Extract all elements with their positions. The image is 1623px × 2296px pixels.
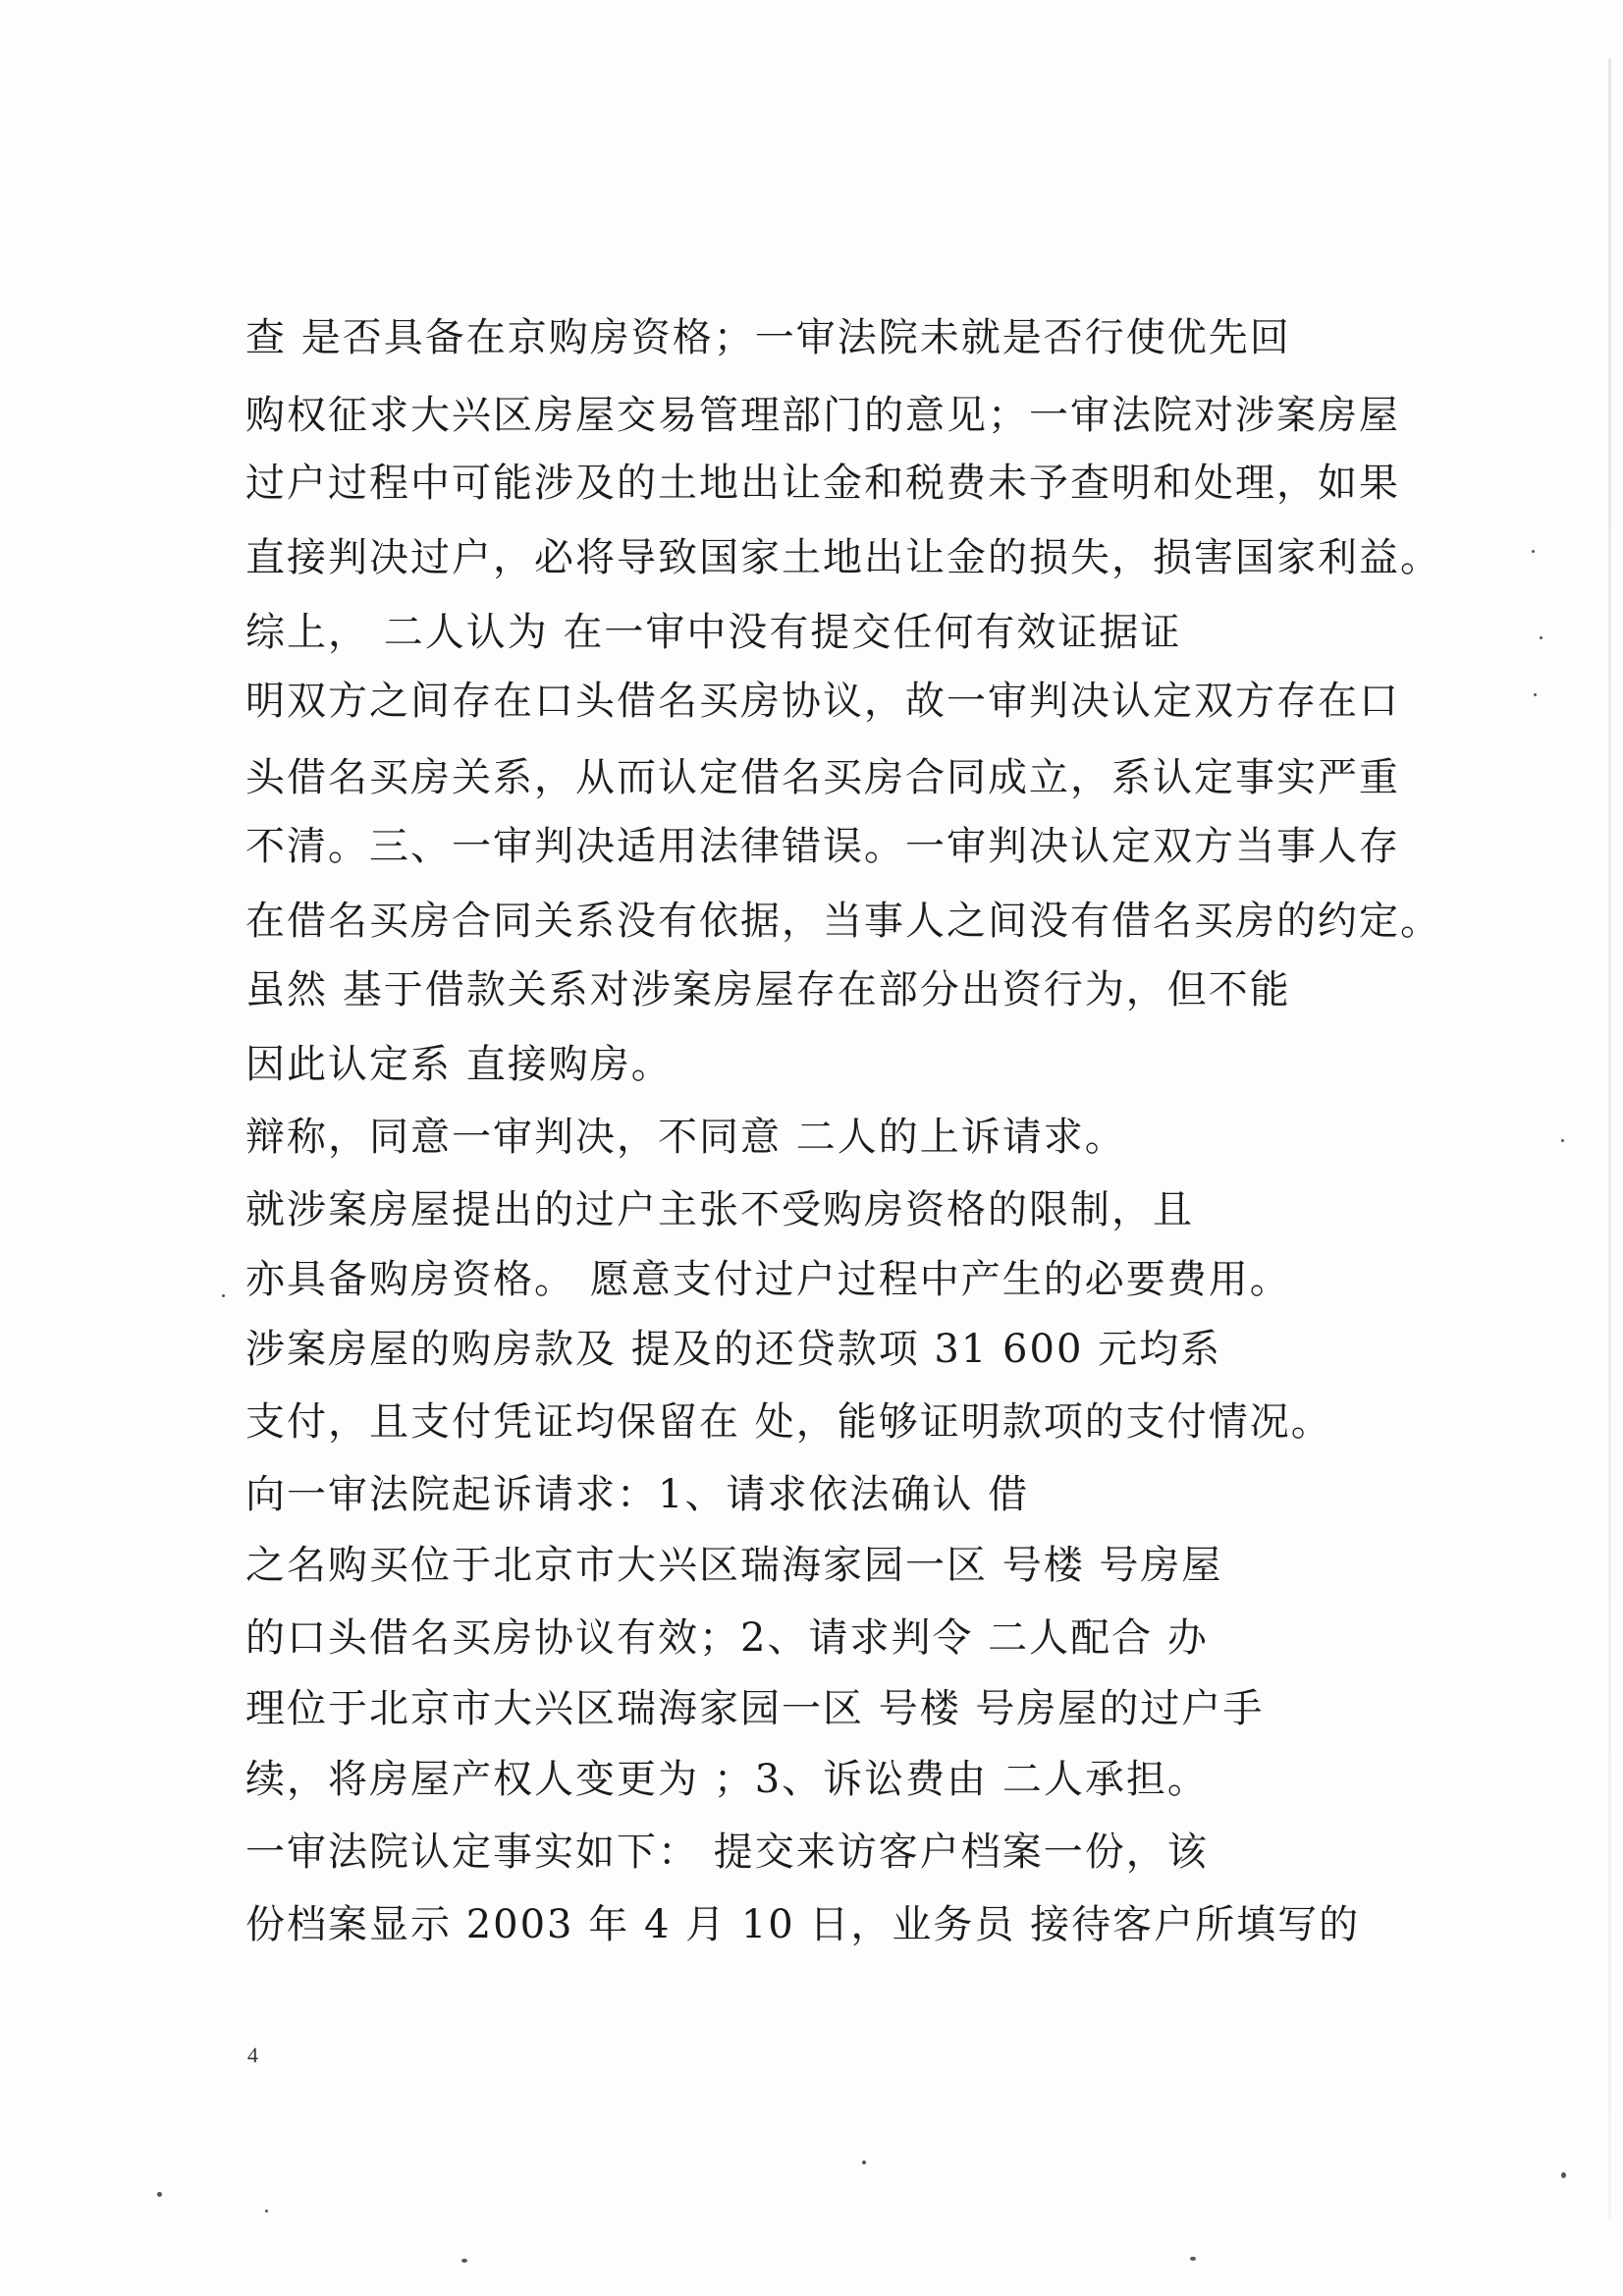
scan-speck bbox=[1534, 693, 1537, 696]
scan-speck bbox=[862, 2160, 866, 2164]
text-line-6: 明双方之间存在口头借名买房协议，故一审判决认定双方存在口 bbox=[245, 679, 1400, 724]
text-line-23: 份档案显示 2003 年 4 月 10 日，业务员 接待客户所填写的 bbox=[245, 1902, 1361, 1947]
text-line-9: 在借名买房合同关系没有依据，当事人之间没有借名买房的约定。 bbox=[245, 899, 1441, 944]
scan-speck bbox=[1540, 636, 1542, 639]
scan-speck bbox=[265, 2210, 268, 2213]
scan-speck bbox=[1561, 1139, 1564, 1142]
page-number: 4 bbox=[247, 2043, 258, 2067]
scan-speck bbox=[222, 1294, 225, 1297]
text-line-16: 支付，且支付凭证均保留在 处，能够证明款项的支付情况。 bbox=[245, 1399, 1332, 1445]
text-line-2: 购权征求大兴区房屋交易管理部门的意见；一审法院对涉案房屋 bbox=[245, 393, 1400, 438]
text-line-22: 一审法院认定事实如下： 提交来访客户档案一份，该 bbox=[245, 1830, 1209, 1875]
text-line-5: 综上， 二人认为 在一审中没有提交任何有效证据证 bbox=[245, 610, 1182, 655]
text-line-8: 不清。三、一审判决适用法律错误。一审判决认定双方当事人存 bbox=[245, 824, 1400, 869]
scan-speck bbox=[1561, 2172, 1566, 2178]
scan-edge bbox=[1608, 59, 1611, 2219]
text-line-10: 虽然 基于借款关系对涉案房屋存在部分出资行为，但不能 bbox=[245, 967, 1291, 1012]
scan-speck bbox=[461, 2259, 467, 2263]
text-line-7: 头借名买房关系，从而认定借名买房合同成立，系认定事实严重 bbox=[245, 755, 1400, 800]
text-line-11: 因此认定系 直接购房。 bbox=[245, 1042, 673, 1087]
text-line-18: 之名购买位于北京市大兴区瑞海家园一区 号楼 号房屋 bbox=[245, 1543, 1223, 1588]
text-line-20: 理位于北京市大兴区瑞海家园一区 号楼 号房屋的过户手 bbox=[245, 1686, 1265, 1731]
text-line-13: 就涉案房屋提出的过户主张不受购房资格的限制，且 bbox=[245, 1187, 1194, 1232]
text-line-14: 亦具备购房资格。 愿意支付过户过程中产生的必要费用。 bbox=[245, 1257, 1291, 1302]
scan-speck bbox=[157, 2192, 162, 2197]
text-line-1: 查 是否具备在京购房资格；一审法院未就是否行使优先回 bbox=[245, 315, 1291, 360]
text-line-4: 直接判决过户，必将导致国家土地出让金的损失，损害国家利益。 bbox=[245, 535, 1441, 580]
text-line-12: 辩称，同意一审判决，不同意 二人的上诉请求。 bbox=[245, 1115, 1126, 1160]
scan-speck bbox=[1190, 2257, 1196, 2261]
scan-speck bbox=[1532, 550, 1535, 553]
text-line-17: 向一审法院起诉请求：1、请求依法确认 借 bbox=[245, 1472, 1030, 1517]
text-line-21: 续，将房屋产权人变更为 ；3、诉讼费由 二人承担。 bbox=[245, 1757, 1209, 1802]
text-line-15: 涉案房屋的购房款及 提及的还贷款项 31 600 元均系 bbox=[245, 1327, 1222, 1372]
text-line-19: 的口头借名买房协议有效；2、请求判令 二人配合 办 bbox=[245, 1615, 1209, 1661]
text-line-3: 过户过程中可能涉及的土地出让金和税费未予查明和处理，如果 bbox=[245, 461, 1400, 506]
